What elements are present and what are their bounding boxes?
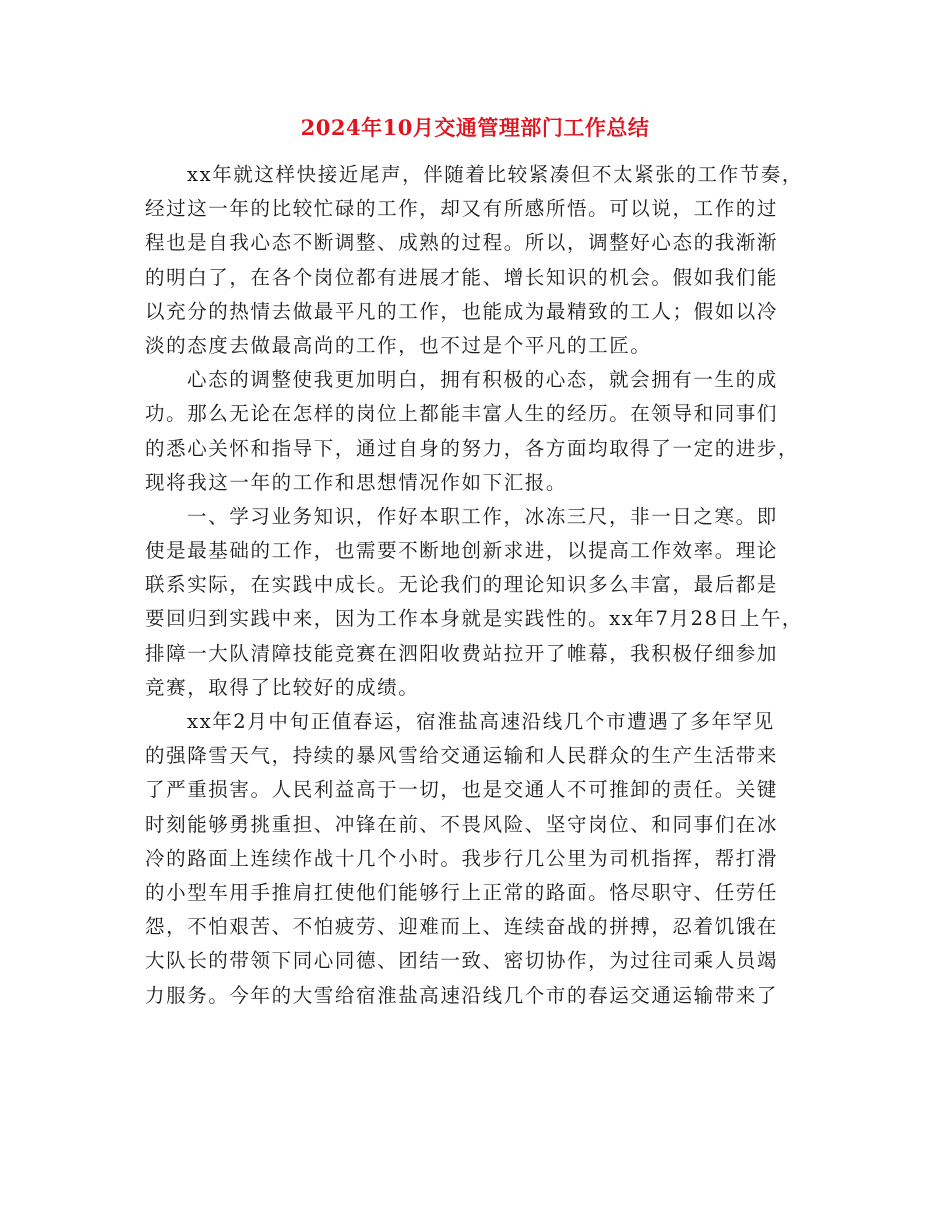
text-line: 的明白了，在各个岗位都有进展才能、增长知识的机会。假如我们能 <box>145 265 779 289</box>
text-line: 程也是自我心态不断调整、成熟的过程。所以，调整好心态的我渐渐 <box>145 231 779 255</box>
text-line: 的小型车用手推肩扛使他们能够行上正常的路面。恪尽职守、任劳任 <box>145 880 779 904</box>
text-line: 的强降雪天气，持续的暴风雪给交通运输和人民群众的生产生活带来 <box>145 744 779 768</box>
text-line: 力服务。今年的大雪给宿淮盐高速沿线几个市的春运交通运输带来了 <box>145 983 779 1007</box>
text-line: 联系实际，在实践中成长。无论我们的理论知识多么丰富，最后都是 <box>145 573 779 597</box>
text-line: 时刻能够勇挑重担、冲锋在前、不畏风险、坚守岗位、和同事们在冰 <box>145 812 779 836</box>
text-line: 竞赛，取得了比较好的成绩。 <box>145 675 420 699</box>
text-line: 怨，不怕艰苦、不怕疲劳、迎难而上、连续奋战的拼搏，忍着饥饿在 <box>145 915 779 939</box>
paragraph-4 <box>145 705 810 1013</box>
text-line: 大队长的带领下同心同德、团结一致、密切协作，为过往司乘人员竭 <box>145 949 779 973</box>
document-body <box>145 158 810 1013</box>
text-line: 排障一大队清障技能竞赛在泗阳收费站拉开了帷幕，我积极仔细参加 <box>145 641 779 665</box>
text-line: 功。那么无论在怎样的岗位上都能丰富人生的经历。在领导和同事们 <box>145 402 779 426</box>
text-line: 心态的调整使我更加明白，拥有积极的心态，就会拥有一生的成 <box>187 368 778 392</box>
text-line: 现将我这一年的工作和思想情况作如下汇报。 <box>145 470 568 494</box>
text-line: xx年就这样快接近尾声，伴随着比较紧凑但不太紧张的工作节奏， <box>187 163 803 186</box>
text-line: 淡的态度去做最高尚的工作，也不过是个平凡的工匠。 <box>145 333 652 357</box>
text-line: xx年2月中旬正值春运，宿淮盐高速沿线几个市遭遇了多年罕见 <box>187 710 775 733</box>
text-line: 冷的路面上连续作战十几个小时。我步行几公里为司机指挥，帮打滑 <box>145 846 779 870</box>
text-line: 要回归到实践中来，因为工作本身就是实践性的。xx年7月28日上午， <box>145 607 804 631</box>
text-line: 使是最基础的工作，也需要不断地创新求进，以提高工作效率。理论 <box>145 539 779 563</box>
text-line: 以充分的热情去做最平凡的工作，也能成为最精致的工人；假如以冷 <box>145 299 779 323</box>
text-line: 了严重损害。人民利益高于一切，也是交通人不可推卸的责任。关键 <box>145 778 779 802</box>
page-title: 2024年10月交通管理部门工作总结 <box>300 115 650 140</box>
paragraph-2 <box>145 363 810 500</box>
text-line: 的悉心关怀和指导下，通过自身的努力，各方面均取得了一定的进步， <box>145 436 800 460</box>
text-line: 经过这一年的比较忙碌的工作，却又有所感所悟。可以说，工作的过 <box>145 197 779 221</box>
paragraph-1 <box>145 158 810 363</box>
text-line: 一、学习业务知识，作好本职工作，冰冻三尺，非一日之寒。即 <box>187 504 778 528</box>
paragraph-3 <box>145 500 810 705</box>
